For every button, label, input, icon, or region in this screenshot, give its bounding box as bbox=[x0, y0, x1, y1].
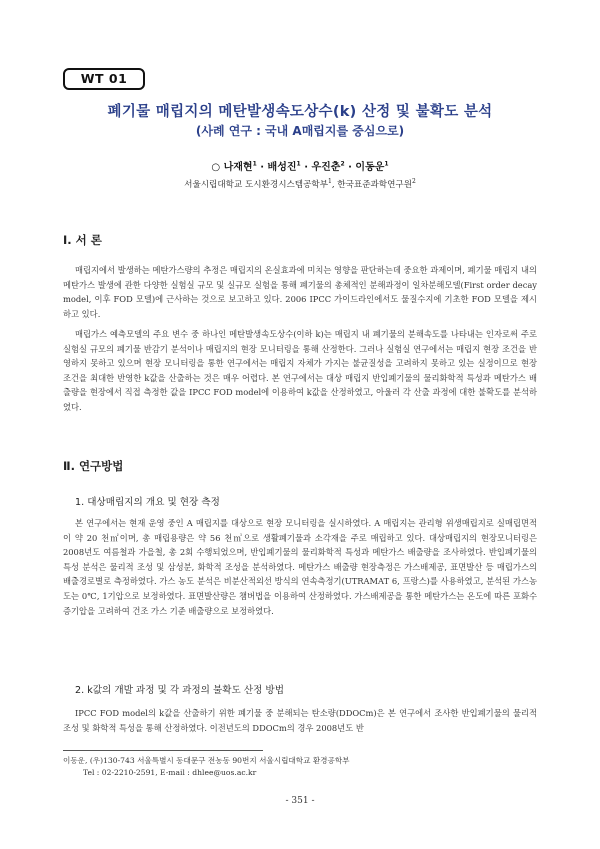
methods-paragraph-1: 본 연구에서는 현재 운영 중인 A 매립지를 대상으로 현장 모니터링을 실시하였다. A 매립지는 관리형 위생매립지로 실매립면적이 약 20 천㎡이며, 총 매립용량은 약 56 천㎥으로 생활폐기물과 소각재을 주로 매립하고 있다. 대상매립지의 현장모니터링은 2008년도 여름철과 가을철, 총 2회 수행되었으며, 반입폐기물의 물리화학적 특성과 메탄가스 배출량을 조사하였다. 반입폐기물의 특성 분석은 물리적 조성 및 삼성분, 화학적 조성을 분석하였다. 메탄가스 배출량 현장측정은 가스배제공, 표면발산 등 매립가스의 배출경로별로 측정하였다. 가스 농도 분석은 비분산적외선 방식의 연속측정기(UTRAMAT 6, 프랑스)를 사용하였고, 분석된 가스농도는 0℃, 1기압으로 보정하였다. 표면발산량은 챔버법을 이용하여 산정하였다. 가스배제공을 통한 메탄가스는 온도에 따른 포화수증기압을 고려하여 건조 가스 기준 배출량으로 보정하였다. bbox=[63, 518, 537, 616]
methods-paragraph-2: IPCC FOD model의 k값을 산출하기 위한 폐기물 중 분해되는 탄소량(DDOCm)은 본 연구에서 조사한 반입폐기물의 물리적 조성 및 화학적 특성을 통해 산정하였다. 이전년도의 DDOCm의 경우 2008년도 반 bbox=[63, 708, 537, 733]
author-list bbox=[0, 158, 600, 173]
author-affil-mark: 1 bbox=[384, 160, 389, 168]
section-heading-intro: Ⅰ. 서 론 bbox=[63, 233, 102, 247]
presenter-mark: ○ bbox=[211, 162, 224, 173]
author-affil-mark: 1 bbox=[252, 160, 257, 168]
author-separator: · bbox=[300, 162, 312, 173]
footnote-address: 이동운, (우)130-743 서울특별시 동대문구 전농동 90번지 서울시립대학교 환경공학부 bbox=[63, 756, 350, 765]
subsection-heading-2: 2. k값의 개발 과정 및 각 과정의 불확도 산정 방법 bbox=[75, 685, 284, 696]
affiliation-name: 한국표준과학연구원 bbox=[337, 180, 413, 190]
affiliation-mark: 2 bbox=[412, 178, 416, 186]
subsection-heading-1: 1. 대상매립지의 개요 및 현장 측정 bbox=[75, 497, 220, 508]
author-name: 이동운 bbox=[355, 162, 385, 173]
section-heading-methods: Ⅱ. 연구방법 bbox=[63, 459, 124, 473]
footnote-contact: Tel : 02-2210-2591, E-mail : dhlee@uos.ac.kr bbox=[83, 768, 257, 777]
affiliation-line bbox=[0, 178, 600, 190]
page-number: - 351 - bbox=[285, 796, 315, 806]
affiliation-name: 서울시립대학교 도시환경시스템공학부 bbox=[184, 180, 328, 190]
author-name: 우진춘 bbox=[311, 162, 341, 173]
author-affil-mark: 1 bbox=[296, 160, 301, 168]
footnote-divider bbox=[63, 750, 263, 751]
intro-paragraph-2: 매립가스 예측모델의 주요 변수 중 하나인 메탄발생속도상수(이하 k)는 매립지 내 폐기물의 분해속도를 나타내는 인자로써 주로 실험실 규모의 폐기물 반감기 분석이나 매립지의 현장 모니터링을 통해 산정한다. 그러나 실험실 연구에서는 매립지 현장 조건을 반영하지 못하고 있으며 현장 모니터링을 통한 연구에서는 매립지 자체가 가지는 불균질성을 고려하지 못하고 있는 실정이므로 현장 조건을 최대한 반영한 k값을 산출하는 것은 매우 어렵다. 본 연구에서는 대상 매립지 반입폐기물의 물리화학적 특성과 메탄가스 배출량을 현장에서 직접 측정한 값을 IPCC FOD model에 이용하여 k값을 산정하였고, 아울러 각 산출 과정에 대한 불확도를 분석하였다. bbox=[63, 329, 537, 412]
author-separator: · bbox=[256, 162, 268, 173]
author-name: 배성진 bbox=[267, 162, 297, 173]
intro-paragraph-1: 매립지에서 발생하는 메탄가스량의 추정은 매립지의 온실효과에 미치는 영향을 판단하는데 중요한 과제이며, 폐기물 매립지 내의 메탄가스 발생에 관한 다양한 실험실 규모 및 실규모 실험을 통해 폐기물의 총체적인 분해과정이 일차분해모델(First order decay model, 이후 FOD 모델)에 근사하는 것으로 보고하고 있다. 2006 IPCC 가이드라인에서도 물질수지에 기초한 FOD 모델을 제시하고 있다. bbox=[63, 265, 537, 319]
paper-title: 폐기물 매립지의 메탄발생속도상수(k) 산정 및 불확도 분석 bbox=[107, 104, 493, 120]
session-tag: WT 01 bbox=[63, 68, 145, 90]
paper-subtitle: (사례 연구 : 국내 A매립지를 중심으로) bbox=[195, 124, 405, 138]
affiliation-mark: 1 bbox=[328, 178, 332, 186]
author-affil-mark: 2 bbox=[340, 160, 345, 168]
author-separator: · bbox=[344, 162, 356, 173]
affiliation-separator: , bbox=[331, 180, 338, 190]
author-name: 나재현 bbox=[223, 162, 253, 173]
